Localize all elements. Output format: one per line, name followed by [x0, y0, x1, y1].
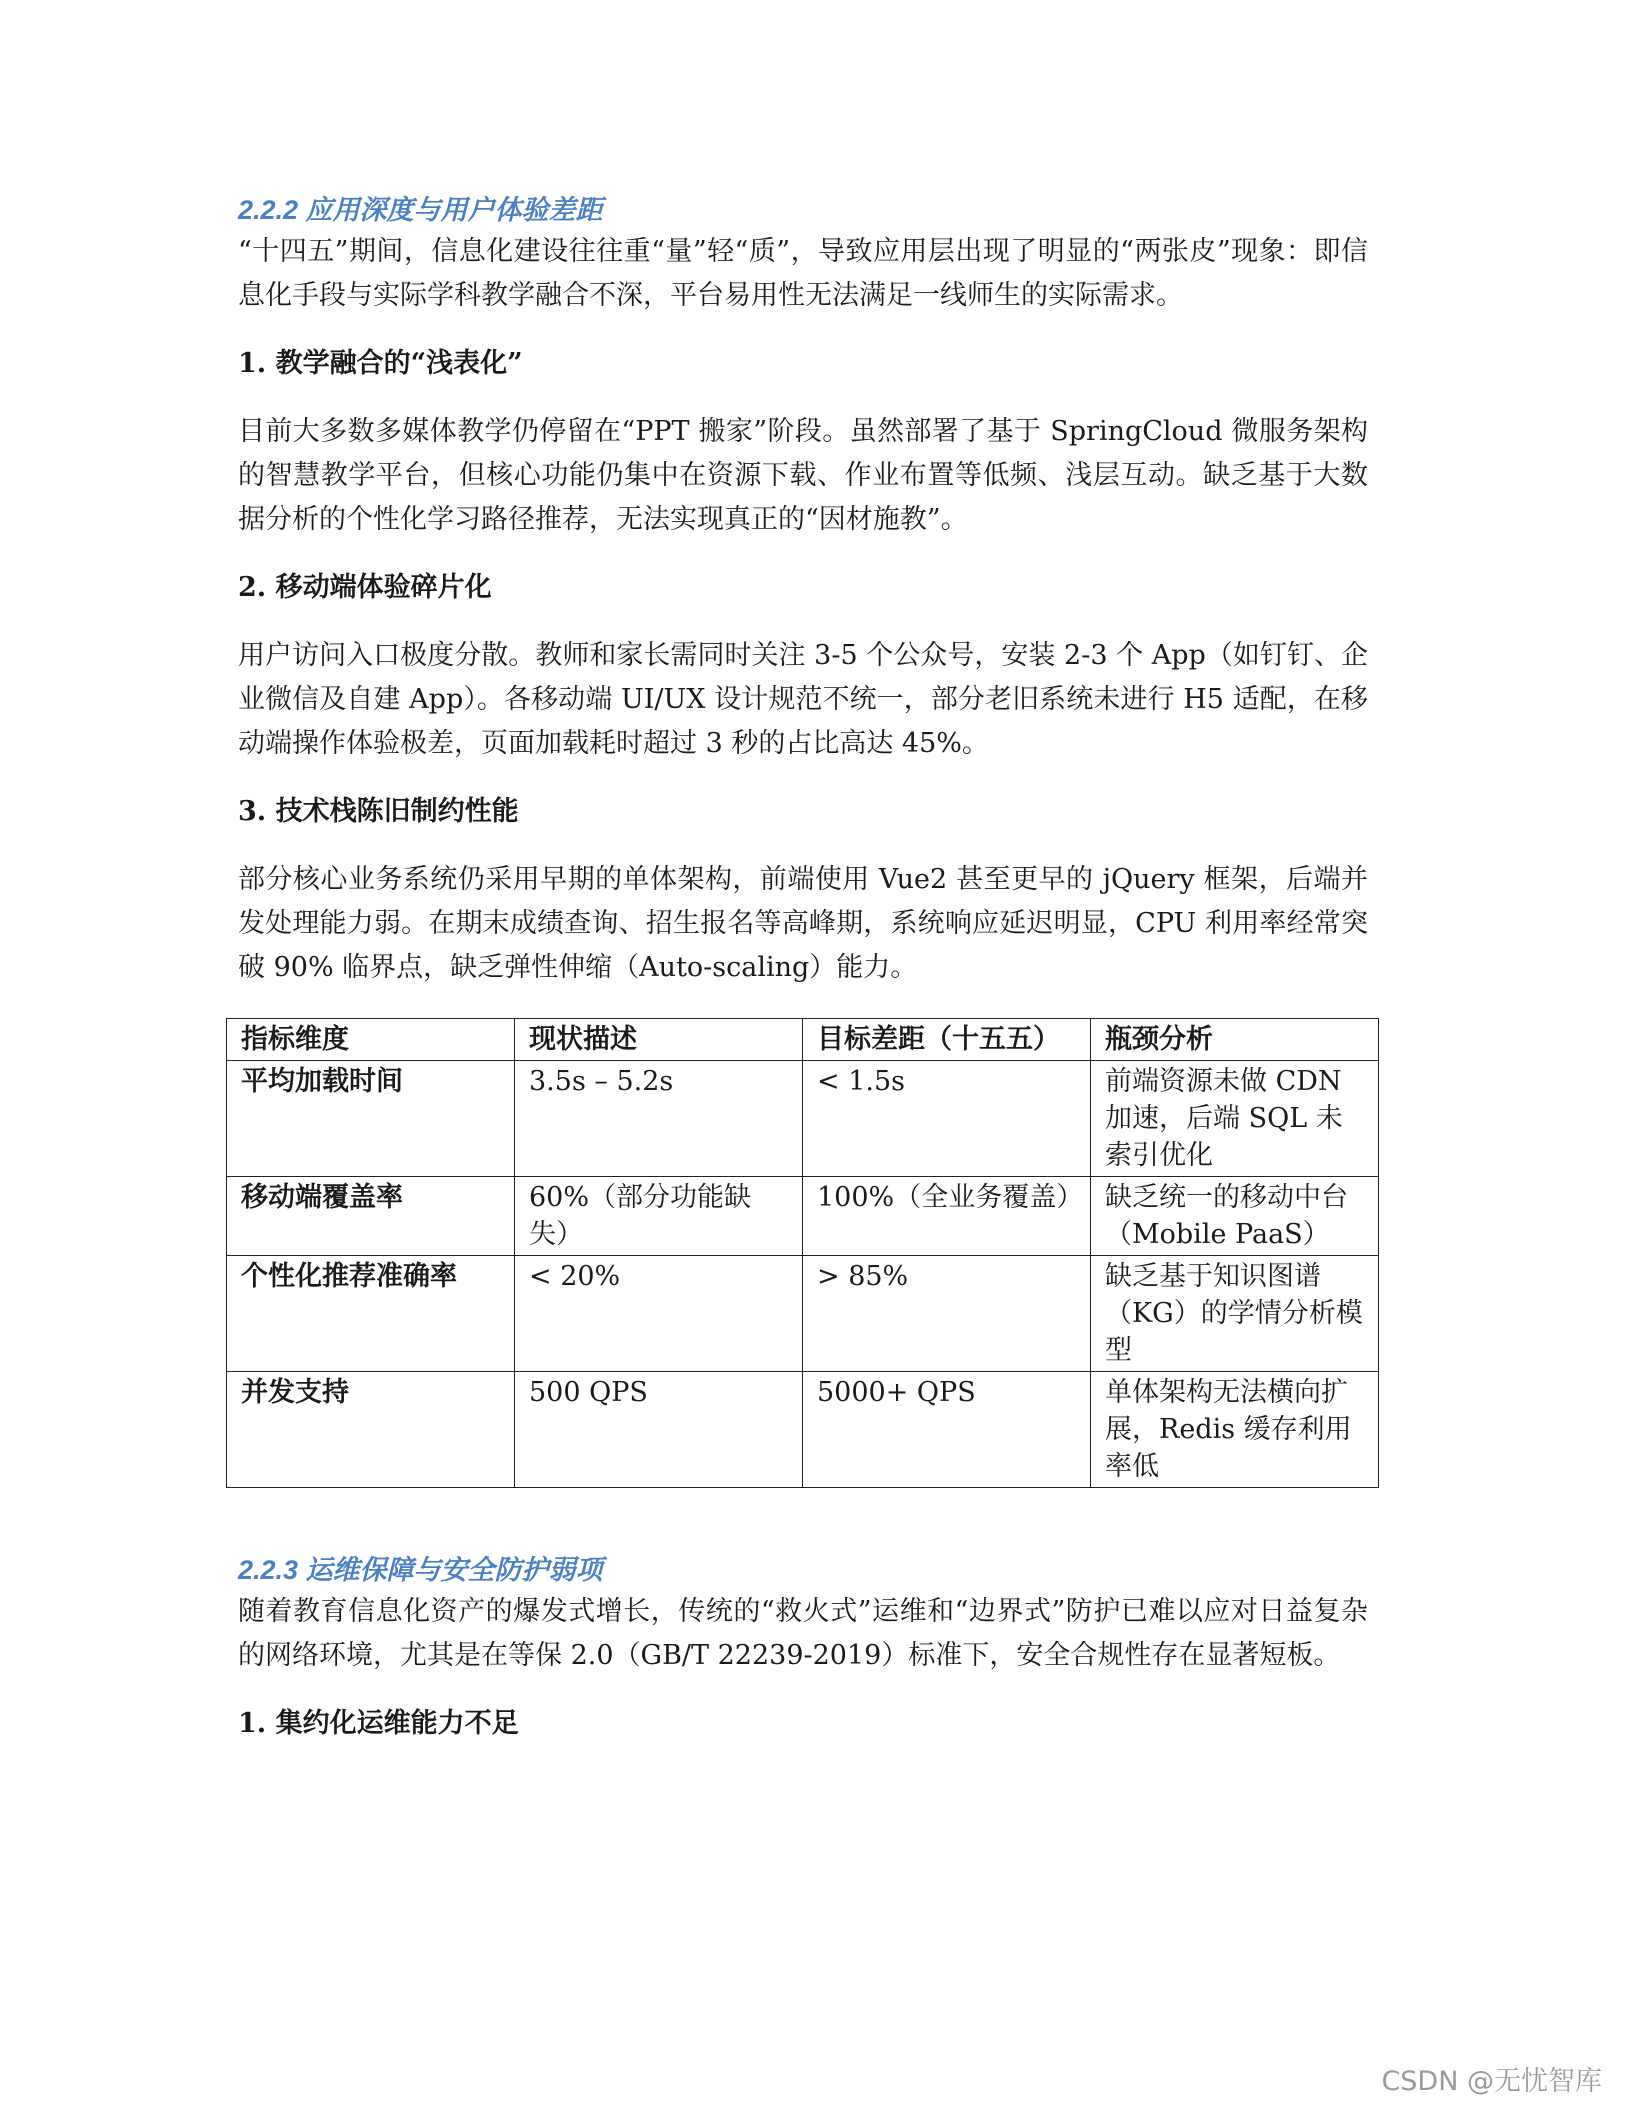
item-title-1: 1. 教学融合的“浅表化”	[238, 348, 523, 379]
table-cell: 500 QPS	[515, 1372, 803, 1488]
section-heading-222: 2.2.2 应用深度与用户体验差距	[238, 195, 603, 225]
table-row	[227, 1061, 1379, 1177]
table-cell: 3.5s – 5.2s	[515, 1061, 803, 1177]
table-cell: 5000+ QPS	[803, 1372, 1091, 1488]
item-body-2: 用户访问入口极度分散。教师和家长需同时关注 3-5 个公众号，安装 2-3 个 App（如钉钉、企业微信及自建 App）。各移动端 UI/UX 设计规范不统一，部分老旧系统未进行 H5 适配，在移动端操作体验极差，页面加载耗时超过 3 秒的占比高达 45%。	[238, 640, 1368, 759]
table-row	[227, 1256, 1379, 1372]
item-title-3: 3. 技术栈陈旧制约性能	[238, 796, 519, 827]
table-header-cell: 现状描述	[515, 1019, 803, 1061]
section-intro-223: 随着教育信息化资产的爆发式增长，传统的“救火式”运维和“边界式”防护已难以应对日益复杂的网络环境，尤其是在等保 2.0（GB/T 22239-2019）标准下，安全合规性存在显著短板。	[238, 1596, 1368, 1671]
table-cell: < 1.5s	[803, 1061, 1091, 1177]
table-cell: 缺乏基于知识图谱（KG）的学情分析模型	[1091, 1256, 1379, 1372]
table-header-row	[227, 1019, 1379, 1061]
table-cell: 个性化推荐准确率	[227, 1256, 515, 1372]
table-header-cell: 目标差距（十五五）	[803, 1019, 1091, 1061]
table-cell: 平均加载时间	[227, 1061, 515, 1177]
table-cell: 缺乏统一的移动中台（Mobile PaaS）	[1091, 1177, 1379, 1256]
document-page	[238, 190, 1368, 1744]
table-cell: > 85%	[803, 1256, 1091, 1372]
metrics-table	[226, 1018, 1379, 1488]
table-row	[227, 1372, 1379, 1488]
table-header-cell: 指标维度	[227, 1019, 515, 1061]
table-row	[227, 1177, 1379, 1256]
item-title-223-1: 1. 集约化运维能力不足	[238, 1708, 519, 1739]
table-cell: 100%（全业务覆盖）	[803, 1177, 1091, 1256]
section-intro-222: “十四五”期间，信息化建设往往重“量”轻“质”，导致应用层出现了明显的“两张皮”现象：即信息化手段与实际学科教学融合不深，平台易用性无法满足一线师生的实际需求。	[238, 236, 1368, 311]
table-cell: 单体架构无法横向扩展，Redis 缓存利用率低	[1091, 1372, 1379, 1488]
table-cell: 并发支持	[227, 1372, 515, 1488]
watermark: CSDN @无忧智库	[1381, 2066, 1602, 2097]
table-cell: 60%（部分功能缺失）	[515, 1177, 803, 1256]
item-title-2: 2. 移动端体验碎片化	[238, 572, 492, 603]
table-header-cell: 瓶颈分析	[1091, 1019, 1379, 1061]
table-cell: 前端资源未做 CDN 加速，后端 SQL 未索引优化	[1091, 1061, 1379, 1177]
item-body-3: 部分核心业务系统仍采用早期的单体架构，前端使用 Vue2 甚至更早的 jQuery 框架，后端并发处理能力弱。在期末成绩查询、招生报名等高峰期，系统响应延迟明显，CPU 利用率经常突破 90% 临界点，缺乏弹性伸缩（Auto-scaling）能力。	[238, 864, 1368, 983]
item-body-1: 目前大多数多媒体教学仍停留在“PPT 搬家”阶段。虽然部署了基于 SpringCloud 微服务架构的智慧教学平台，但核心功能仍集中在资源下载、作业布置等低频、浅层互动。缺乏基于大数据分析的个性化学习路径推荐，无法实现真正的“因材施教”。	[238, 416, 1368, 535]
table-cell: 移动端覆盖率	[227, 1177, 515, 1256]
section-heading-223: 2.2.3 运维保障与安全防护弱项	[238, 1555, 603, 1585]
table-cell: < 20%	[515, 1256, 803, 1372]
